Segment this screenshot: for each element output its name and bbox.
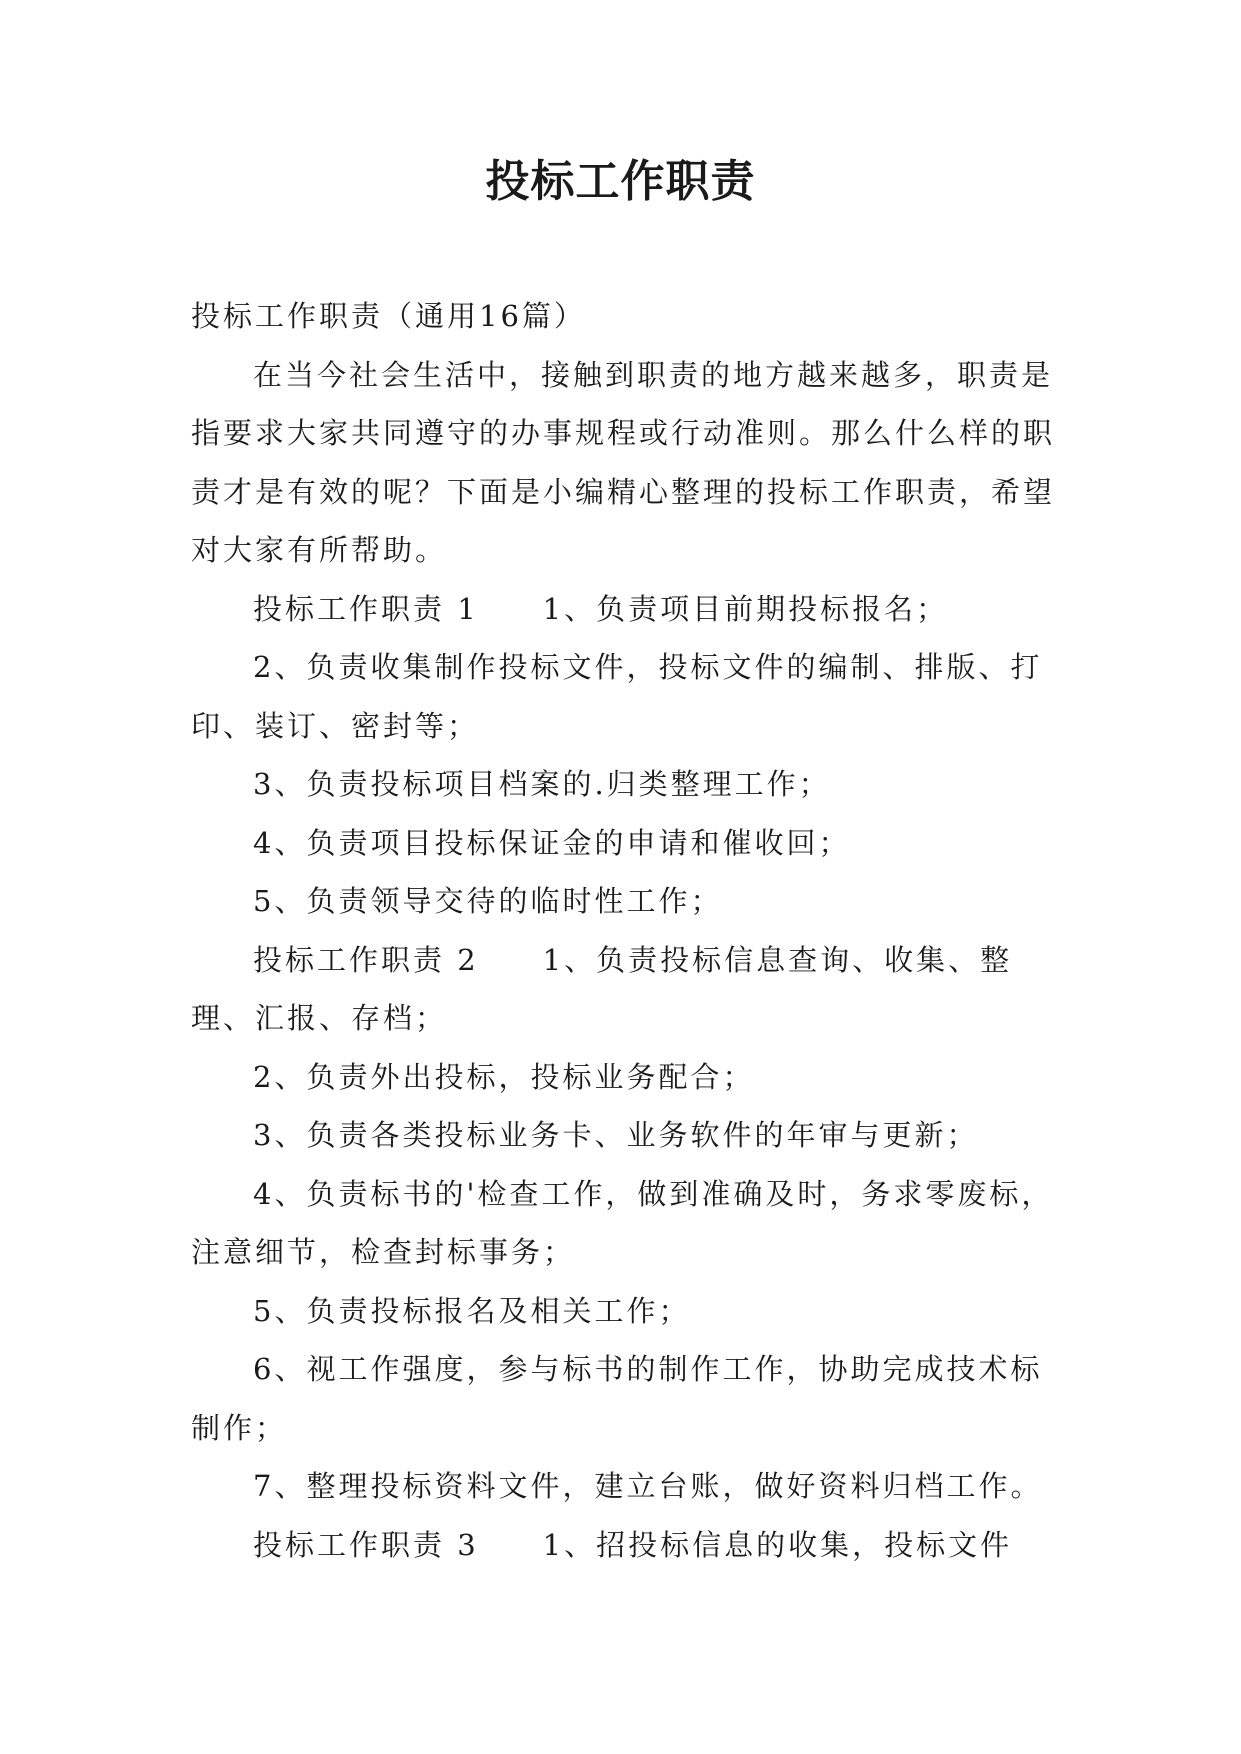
paragraph-subtitle: 投标工作职责（通用16篇） — [191, 299, 586, 333]
paragraph: 3、负责各类投标业务卡、业务软件的年审与更新； — [253, 1118, 979, 1152]
paragraph: 5、负责投标报名及相关工作； — [253, 1293, 691, 1328]
document-body — [191, 287, 1071, 1574]
document-title: 投标工作职责 — [485, 156, 756, 207]
paragraph: 5、负责领导交待的临时性工作； — [253, 884, 723, 918]
paragraph: 投标工作职责 2 1、负责投标信息查询、收集、整理、汇报、存档； — [191, 942, 1013, 1035]
paragraph: 4、负责项目投标保证金的申请和催收回； — [253, 825, 851, 860]
paragraph: 7、整理投标资料文件，建立台账，做好资料归档工作。 — [253, 1469, 1043, 1503]
paragraph-intro: 在当今社会生活中，接触到职责的地方越来越多，职责是指要求大家共同遵守的办事规程或行动准则。那么什么样的职责才是有效的呢？下面是小编精心整理的投标工作职责，希望对大家有所帮助。 — [191, 357, 1056, 567]
paragraph: 投标工作职责 3 1、招投标信息的收集，投标文件 — [253, 1527, 1013, 1562]
paragraph: 3、负责投标项目档案的.归类整理工作； — [253, 767, 831, 801]
paragraph: 6、视工作强度，参与标书的制作工作，协助完成技术标制作； — [191, 1352, 1043, 1445]
paragraph: 2、负责外出投标，投标业务配合； — [253, 1059, 755, 1094]
paragraph: 4、负责标书的'检查工作，做到准确及时，务求零废标，注意细节，检查封标事务； — [191, 1176, 1054, 1269]
paragraph: 投标工作职责 1 1、负责项目前期投标报名； — [253, 591, 949, 626]
paragraph: 2、负责收集制作投标文件，投标文件的编制、排版、打印、装订、密封等； — [191, 650, 1043, 743]
